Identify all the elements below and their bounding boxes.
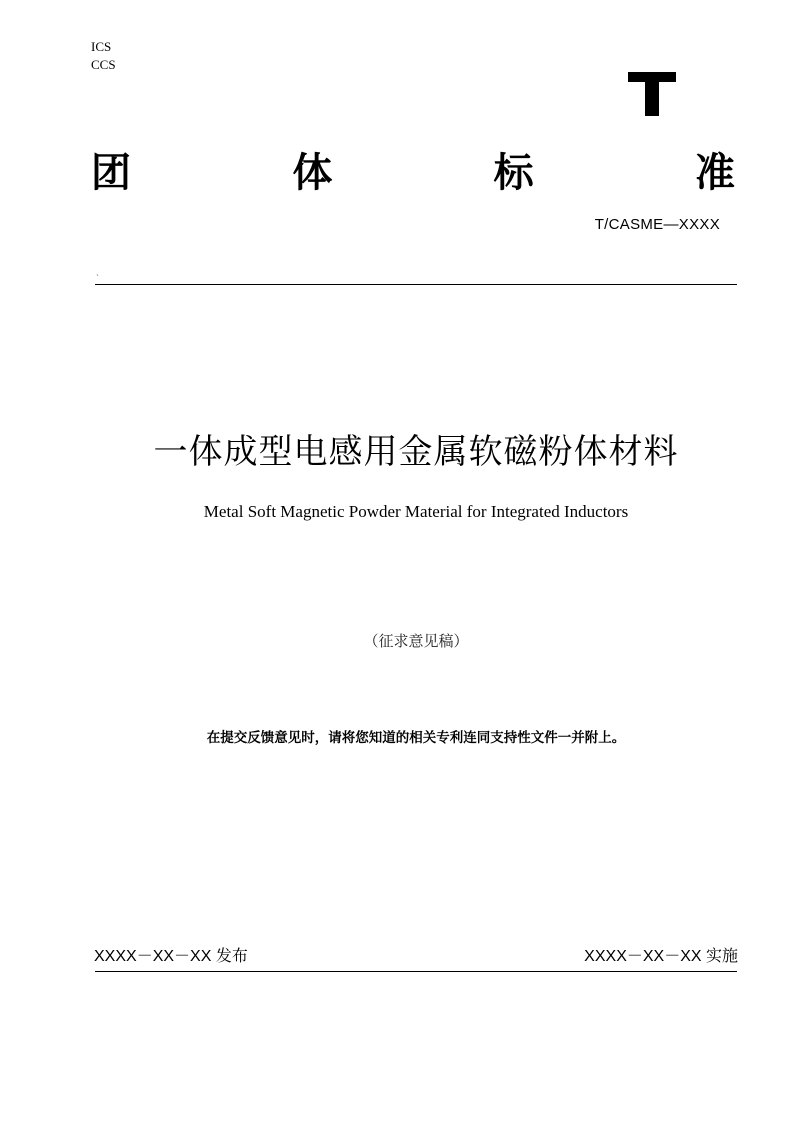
- document-title-english: Metal Soft Magnetic Powder Material for Integrated Inductors: [203, 502, 629, 521]
- draft-status: （征求意见稿）: [363, 632, 469, 650]
- footer-divider: [95, 971, 737, 972]
- org-title-char-1: 团: [91, 150, 131, 195]
- standard-number: T/CASME—XXXX: [594, 216, 720, 233]
- document-title-chinese: 一体成型电感用金属软磁粉体材料: [153, 432, 679, 472]
- implement-date: XXXX－XX－XX 实施: [584, 948, 738, 965]
- patent-notice: 在提交反馈意见时，请将您知道的相关专利连同支持性文件一并附上。: [206, 730, 626, 746]
- header-divider: [95, 284, 737, 285]
- ics-label: ICS: [91, 39, 112, 54]
- org-title-char-3: 标: [493, 150, 534, 195]
- standard-type-logo-t: [628, 66, 680, 122]
- org-title-char-2: 体: [292, 150, 333, 195]
- org-title-char-4: 准: [694, 150, 735, 195]
- ccs-label: CCS: [91, 57, 116, 72]
- publish-date: XXXX－XX－XX 发布: [94, 948, 248, 965]
- stray-mark: `: [96, 273, 99, 283]
- org-standard-title: [91, 148, 735, 198]
- t-logo-stem: [645, 72, 659, 116]
